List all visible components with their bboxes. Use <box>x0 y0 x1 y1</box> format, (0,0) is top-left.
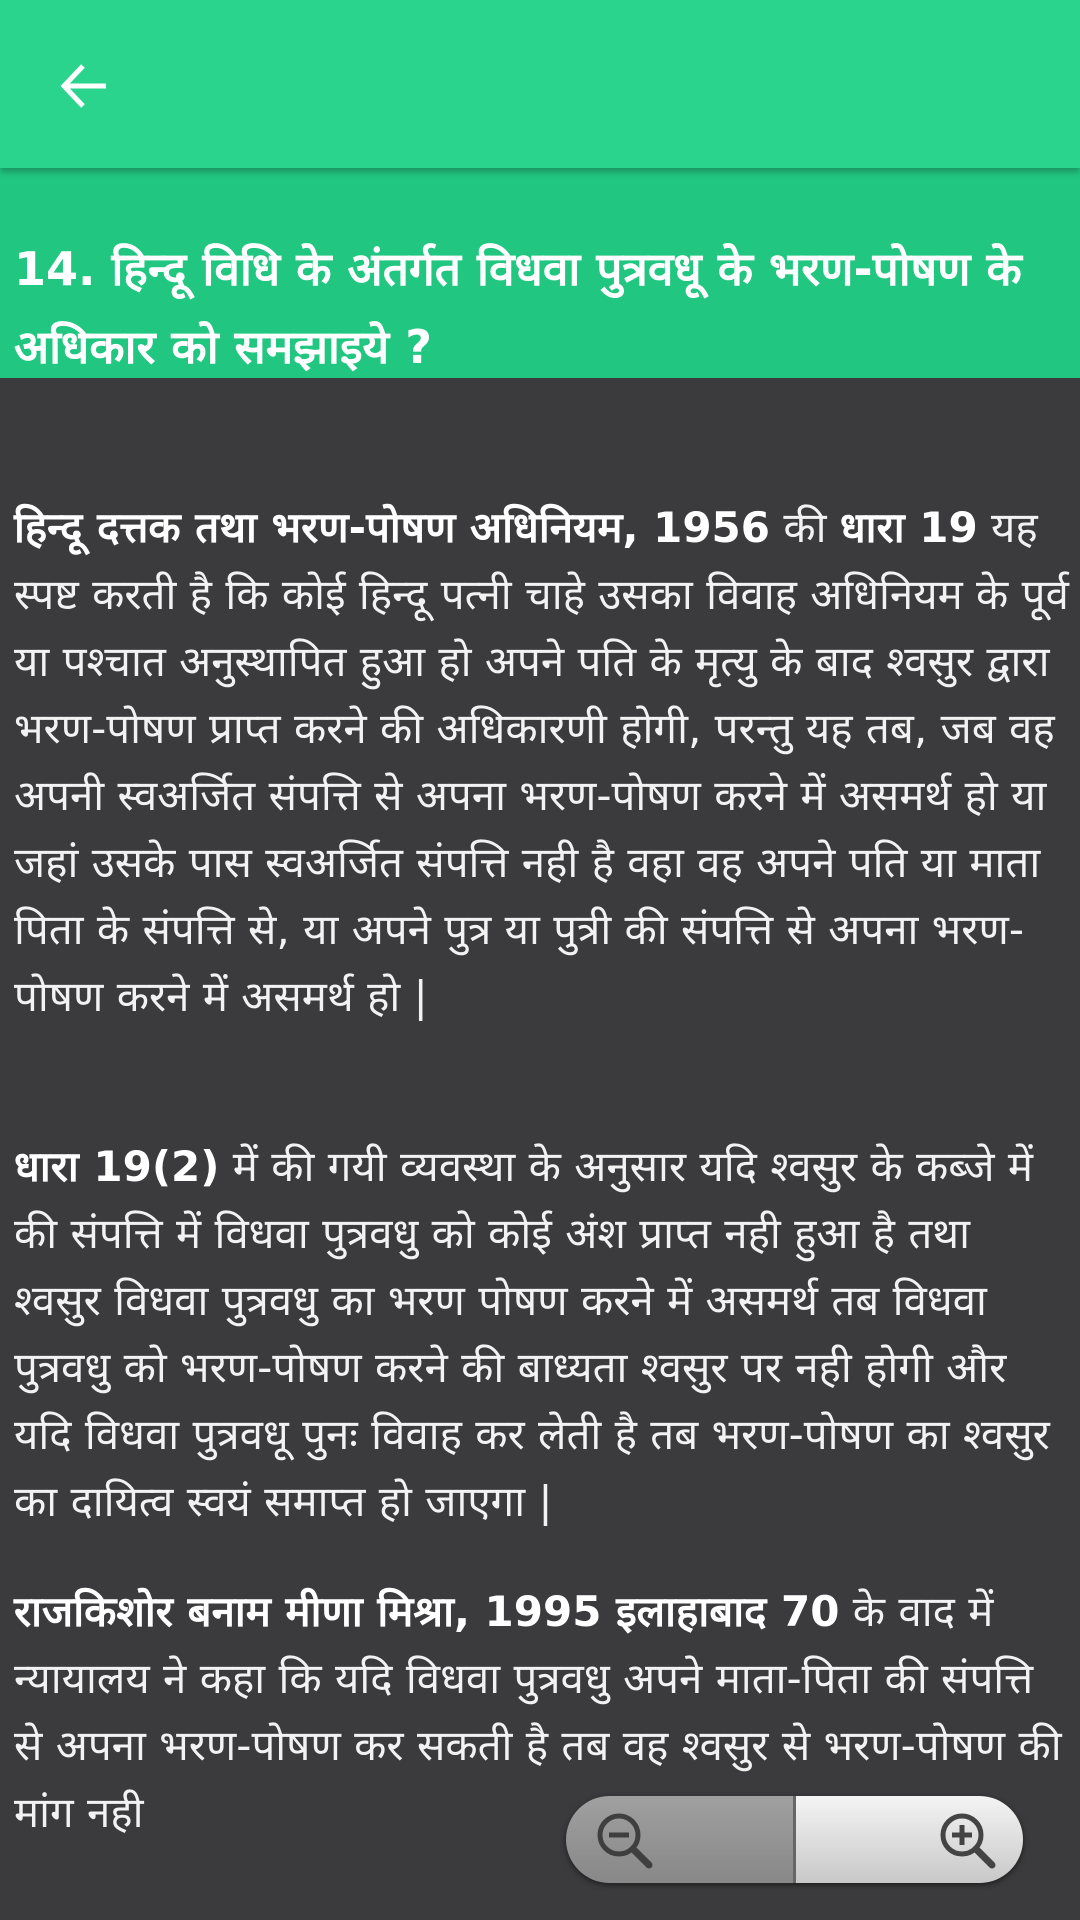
paragraph-section-19-2 <box>14 1133 1070 1535</box>
act-name: हिन्दू दत्तक तथा भरण-पोषण अधिनियम, 1956 <box>14 503 770 552</box>
zoom-out-icon <box>592 1808 654 1870</box>
app-bar <box>0 0 1080 168</box>
section-reference: धारा 19 <box>839 503 978 552</box>
article-content[interactable] <box>0 378 1080 1920</box>
paragraph-text: की <box>770 503 840 552</box>
page-title: 14. हिन्दू विधि के अंतर्गत विधवा पुत्रवधू के भरण-पोषण के अधिकार को समझाइये ? <box>14 242 1022 374</box>
zoom-in-icon <box>935 1808 997 1870</box>
back-button[interactable] <box>52 54 116 118</box>
paragraph-section-19 <box>14 494 1070 1030</box>
zoom-out-button[interactable] <box>566 1796 796 1883</box>
paragraph-text: यह स्पष्ट करती है कि कोई हिन्दू पत्नी चाहे उसका विवाह अधिनियम के पूर्व या पश्चात अनुस्थापित हुआ हो अपने पति के मृत्यु के बाद श्वसुर द्वारा भरण-पोषण प्राप्त करने की अधिकारणी होगी, परन्तु यह तब, जब वह अपनी स्वअर्जित संपत्ति से अपना भरण-पोषण करने में असमर्थ हो या जहां उसके पास स्वअर्जित संपत्ति नही है वहा वह अपने पति या माता पिता के संपत्ति से, या अपने पुत्र या पुत्री की संपत्ति से अपना भरण-पोषण करने में असमर्थ हो | <box>14 503 1069 1021</box>
section-reference: धारा 19(2) <box>14 1142 220 1191</box>
zoom-controls <box>566 1796 1023 1883</box>
arrow-left-icon <box>58 60 110 112</box>
title-band <box>0 168 1080 378</box>
zoom-in-button[interactable] <box>796 1796 1023 1883</box>
paragraph-text: के वाद में न्यायालय ने कहा कि यदि विधवा पुत्रवधु अपने माता-पिता की संपत्ति से अपना भरण-पोषण कर सकती है तब वह श्वसुर से भरण-पोषण की मांग नही <box>14 1587 1062 1837</box>
paragraph-text: में की गयी व्यवस्था के अनुसार यदि श्वसुर के कब्जे में की संपत्ति में विधवा पुत्रवधु को कोई अंश प्राप्त नही हुआ है तथा श्वसुर विधवा पुत्रवधु का भरण पोषण करने में असमर्थ तब विधवा पुत्रवधु को भरण-पोषण करने की बाध्यता श्वसुर पर नही होगी और यदि विधवा पुत्रवधू पुनः विवाह कर लेती है तब भरण-पोषण का श्वसुर का दायित्व स्वयं समाप्त हो जाएगा | <box>14 1142 1050 1526</box>
case-citation: राजकिशोर बनाम मीणा मिश्रा, 1995 इलाहाबाद 70 <box>14 1587 840 1636</box>
